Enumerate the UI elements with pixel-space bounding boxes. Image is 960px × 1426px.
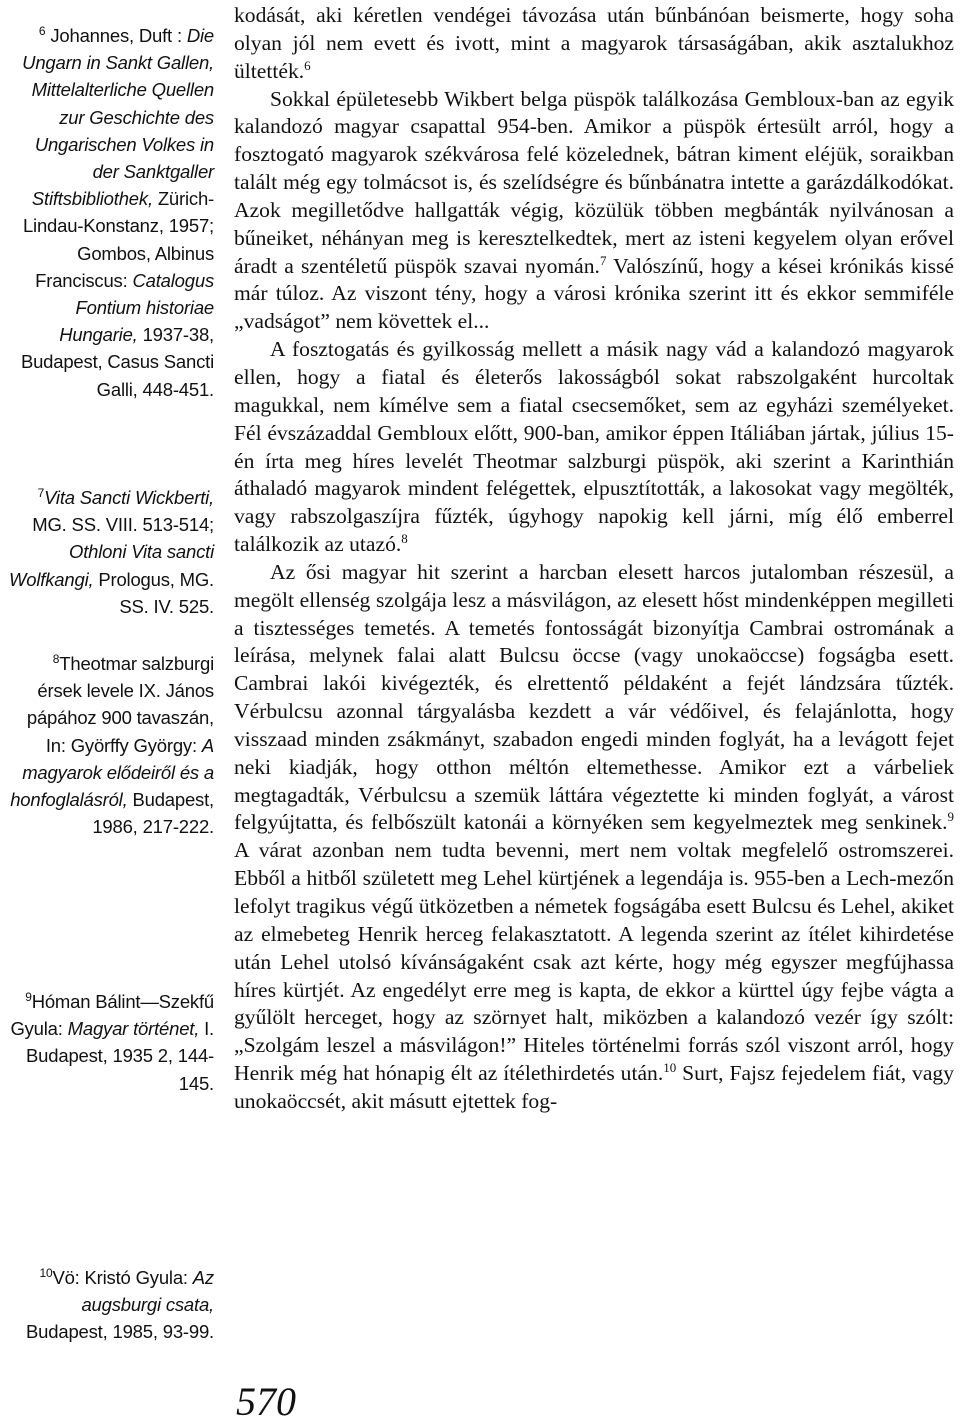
footnote-text: Budapest, 1985, 93-99. bbox=[26, 1321, 214, 1343]
footnote-ref: 7 bbox=[599, 252, 607, 268]
footnote-text: Vö: Kristó Gyula: bbox=[52, 1267, 193, 1288]
footnote-6 bbox=[6, 22, 214, 403]
footnote-text: Johannes, Duft : bbox=[50, 25, 187, 46]
footnote-title: Catalogus Fontium historiae Hungarie, bbox=[59, 269, 214, 346]
footnote-text: Zürich-Lindau-Konstanz, 1957; Gombos, Albinus Franciscus: bbox=[22, 188, 214, 291]
paragraph bbox=[234, 86, 954, 337]
footnote-title: Az augsburgi csata, bbox=[81, 1267, 214, 1316]
page-number: 570 bbox=[236, 1379, 296, 1424]
paragraph-text: A várat azonban nem tudta bevenni, mert nem voltak megfelelő ostromszerei. Ebből a hitből született meg Lehel kürtjének a legendája is. 955-ben a Lech-mezőn lefolyt tragikus végű ütközetben a németek fogságába esett Bulcsu és Lehel, akiket az elmebeteg Henrik herceg felakasztatott. A legenda szerint az ítélet kihirdetése után Lehel utolsó kívánságaként csak azt kérte, hogy még egyszer megfújhassa híres kürtjét. Az engedélyt erre meg is kapta, de ekkor a kürttel úgy fejbe vágta a gyűlölt herceget, hogy az szörnyet halt, miközben a kalandozó vezér így szólt: „Szolgám leszel a másvilágon!” Hiteles történelmi forrás szól viszont arról, hogy Henrik még hat hónapig élt az ítélethirdetés után. bbox=[234, 838, 954, 1086]
paragraph-text: Surt, Fajsz fejedelem fiát, vagy unokaöccsét, akit másutt ejtettek fog- bbox=[234, 1061, 954, 1113]
footnote-ref: 6 bbox=[304, 57, 311, 73]
footnote-number: 7 bbox=[37, 486, 45, 500]
footnote-number: 9 bbox=[25, 990, 32, 1004]
footnote-text: 1937-38, Budapest, Casus Sancti Galli, 448-451. bbox=[20, 324, 214, 400]
paragraph-text: Az ősi magyar hit szerint a harcban elesett harcos jutalomban részesül, a megölt ellenség szolgája lesz a másvilágon, az elesett hőst mindenképpen megilleti a tisztességes temetés. A temetés fontosságát bizonyítja Cambrai ostromának a leírása, melynek falai alatt Bulcsu öccse (vagy unokaöccse) fogságba esett. Cambrai lakói kivégezték, és elrettentő példaként a fejét lándzsára tűzték. Vérbulcsu azonnal tárgyalásba kezdett a vár védőivel, és felajánlotta, hogy visszaad minden zsákmányt, szabadon engedi minden foglyát, ha a levágott fejet neki kiadják, hogy otthon méltón eltemethesse. Amikor ezt a várbeliek megtagadták, Vérbulcsu a szemük láttára végeztette ki minden foglyát, a várost felgyújtatta, és felbőszült katonái a környéken sem kegyelmeztek meg senkinek. bbox=[234, 559, 954, 835]
paragraph-text: Sokkal épületesebb Wikbert belga püspök találkozása Gembloux-ban az egyik kalandozó magyar csapattal 954-ben. Amikor a püspök értesült arról, hogy a fosztogató magyarok székvárosa felé közelednek, bátran kiment eléjük, soraikban talált még egy tolmácsot is, és szelídségre és bűnbánatra intette a garázdálkodókat. Azok megilletődve hallgatták végig, közülük többen megbánták nyilvánosan a bűneiket, néhányan meg is keresztelkedtek, mert az isteni kegyelem olyan erővel áradt a szentéletű püspök szavai nyomán. bbox=[234, 86, 954, 278]
footnote-text: MG. SS. VIII. 513-514; bbox=[32, 514, 214, 536]
footnote-ref: 9 bbox=[947, 809, 954, 825]
footnote-title: Die Ungarn in Sankt Gallen, Mittelalterliche Quellen zur Geschichte des Ungarischen Volkes in der Sanktgaller Stiftsbibliothek, bbox=[22, 25, 214, 210]
footnote-7 bbox=[6, 484, 214, 620]
footnote-text: I. Budapest, 1935 2, 144-145. bbox=[26, 1018, 214, 1094]
paragraph-text: kodását, aki kéretlen vendégei távozása után bűnbánóan beismerte, hogy soha olyan jól nem evett és ivott, mint a magyarok társaságában, akik asztalukhoz ültették. bbox=[234, 3, 954, 83]
paragraph bbox=[234, 336, 954, 559]
paragraph-text: A fosztogatás és gyilkosság mellett a másik nagy vád a kalandozó magyarok ellen, hogy a fiatal és életerős lakosságból sokat rabszolgaként hurcoltak magukkal, nem kímélve sem a fiatal csecsemőket, sem az egyházi személyeket. Fél évszázaddal Gembloux előtt, 900-ban, amikor éppen Itáliában jártak, július 15-én írta meg híres levelét Theotmar salzburgi püspök, aki szerint a Karinthián áthaladó magyarok mindent felégettek, elpusztították, a lakosokat vagy megölték, vagy rabszolgaszíjra fűzték, úgyhogy napokig kell járni, míg élő emberrel találkozik az utazó. bbox=[234, 337, 954, 557]
paragraph bbox=[234, 559, 954, 1116]
footnote-8 bbox=[6, 650, 214, 840]
footnote-9 bbox=[6, 988, 214, 1097]
footnote-number: 8 bbox=[52, 652, 60, 666]
body-text bbox=[234, 2, 954, 1116]
footnote-title: Othloni Vita sancti Wolfkangi, bbox=[9, 541, 214, 590]
footnote-text: Budapest, 1986, 217-222. bbox=[92, 789, 214, 838]
footnote-ref: 10 bbox=[663, 1060, 677, 1076]
footnote-text: Theotmar salzburgi érsek levele IX. János pápához 900 tavaszán, In: Györffy György: bbox=[26, 653, 214, 756]
paragraph-text: Valószínű, hogy a kései krónikás kissé már túloz. Az viszont tény, hogy a városi krónika szerint itt és ekkor semmiféle „vadságot” nem követtek el... bbox=[234, 253, 954, 334]
footnote-title: Vita Sancti Wickberti, bbox=[44, 487, 214, 508]
footnote-number: 10 bbox=[39, 1266, 53, 1280]
footnote-title: A magyarok elődeiről és a honfoglalásról, bbox=[10, 734, 214, 811]
footnote-title: Magyar történet, bbox=[67, 1018, 200, 1040]
footnote-ref: 8 bbox=[401, 531, 408, 547]
paragraph bbox=[234, 2, 954, 86]
footnote-10 bbox=[6, 1264, 214, 1346]
footnote-text: Prologus, MG. SS. IV. 525. bbox=[93, 568, 214, 617]
footnote-number: 6 bbox=[38, 24, 46, 38]
footnote-text: Hóman Bálint—Szekfű Gyula: bbox=[10, 991, 214, 1040]
